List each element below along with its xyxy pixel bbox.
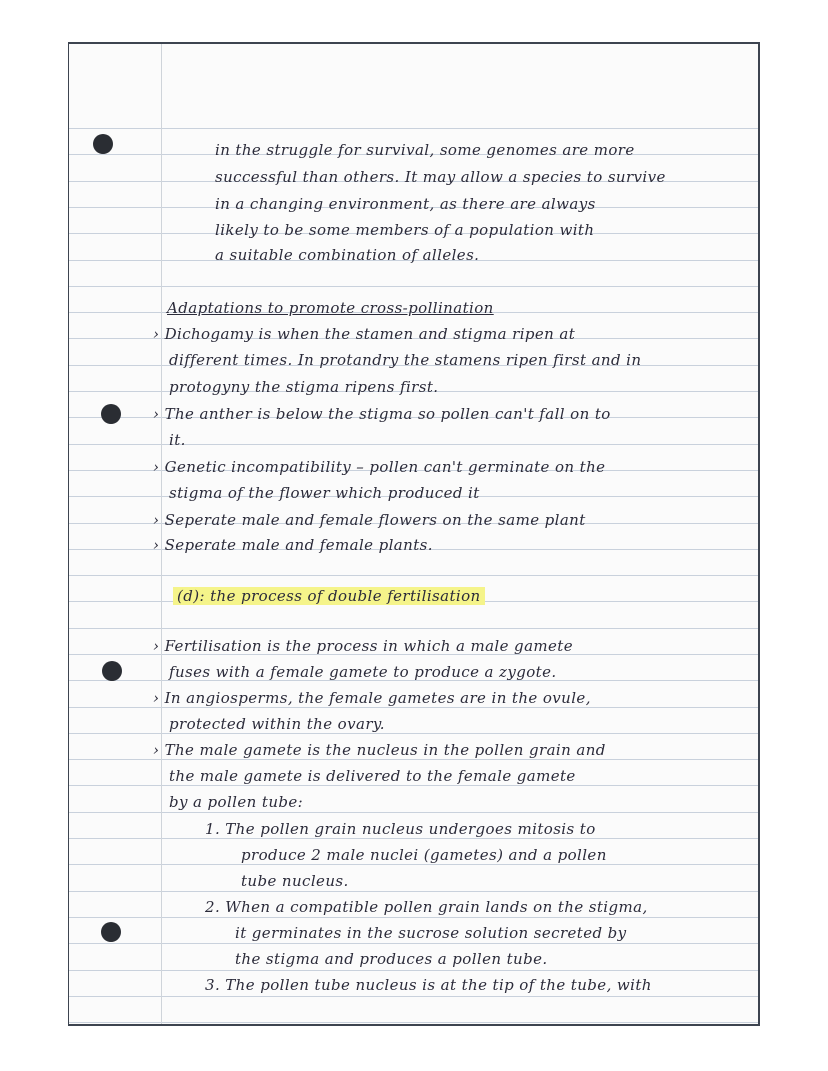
ruled-line [69,575,758,576]
text-line: in a changing environment, as there are always [215,195,596,213]
ruled-line [69,891,758,892]
text-line: › Genetic incompatibility – pollen can't germinate on the [153,458,606,476]
punch-hole [102,661,122,681]
text-line: stigma of the flower which produced it [169,484,480,502]
text-line: › Seperate male and female plants. [153,536,433,554]
ruled-line [69,286,758,287]
text-line: › Dichogamy is when the stamen and stigma ripen at [153,325,576,343]
text-line: protected within the ovary. [169,715,385,733]
text-line: likely to be some members of a population with [215,221,595,239]
text-line: fuses with a female gamete to produce a zygote. [169,663,557,681]
text-line: tube nucleus. [241,872,349,890]
section-heading-adaptations: Adaptations to promote cross-pollination [167,299,494,317]
ruled-line [69,943,758,944]
ruled-line [69,1022,758,1023]
margin-line [161,44,162,1024]
punch-hole [93,134,113,154]
list-item: 2. When a compatible pollen grain lands on the stigma, [205,898,648,916]
punch-hole [101,404,121,424]
text-line: successful than others. It may allow a species to survive [215,168,666,186]
text-line: by a pollen tube: [169,793,304,811]
ruled-line [69,917,758,918]
text-line: it germinates in the sucrose solution secreted by [235,924,627,942]
section-heading-double-fertilisation [173,586,485,606]
text-line: it. [169,431,186,449]
notebook-page [68,42,760,1026]
text-line: the male gamete is delivered to the female gamete [169,767,576,785]
text-line: the stigma and produces a pollen tube. [235,950,548,968]
text-line: › The anther is below the stigma so pollen can't fall on to [153,405,611,423]
text-line: › Seperate male and female flowers on the same plant [153,511,586,529]
text-line: › The male gamete is the nucleus in the pollen grain and [153,741,606,759]
text-line: a suitable combination of alleles. [215,246,480,264]
punch-hole [101,922,121,942]
text-line: › In angiosperms, the female gametes are in the ovule, [153,689,591,707]
text-line: different times. In protandry the stamens ripen first and in [169,351,642,369]
highlighted-heading: (d): the process of double fertilisation [173,587,485,605]
text-line: in the struggle for survival, some genomes are more [215,141,635,159]
ruled-line [69,970,758,971]
ruled-line [69,128,758,129]
ruled-line [69,628,758,629]
list-item: 1. The pollen grain nucleus undergoes mitosis to [205,820,596,838]
text-line: produce 2 male nuclei (gametes) and a pollen [241,846,607,864]
text-line: › Fertilisation is the process in which a male gamete [153,637,574,655]
ruled-line [69,812,758,813]
list-item: 3. The pollen tube nucleus is at the tip of the tube, with [205,976,652,994]
text-line: protogyny the stigma ripens first. [169,378,439,396]
ruled-line [69,996,758,997]
